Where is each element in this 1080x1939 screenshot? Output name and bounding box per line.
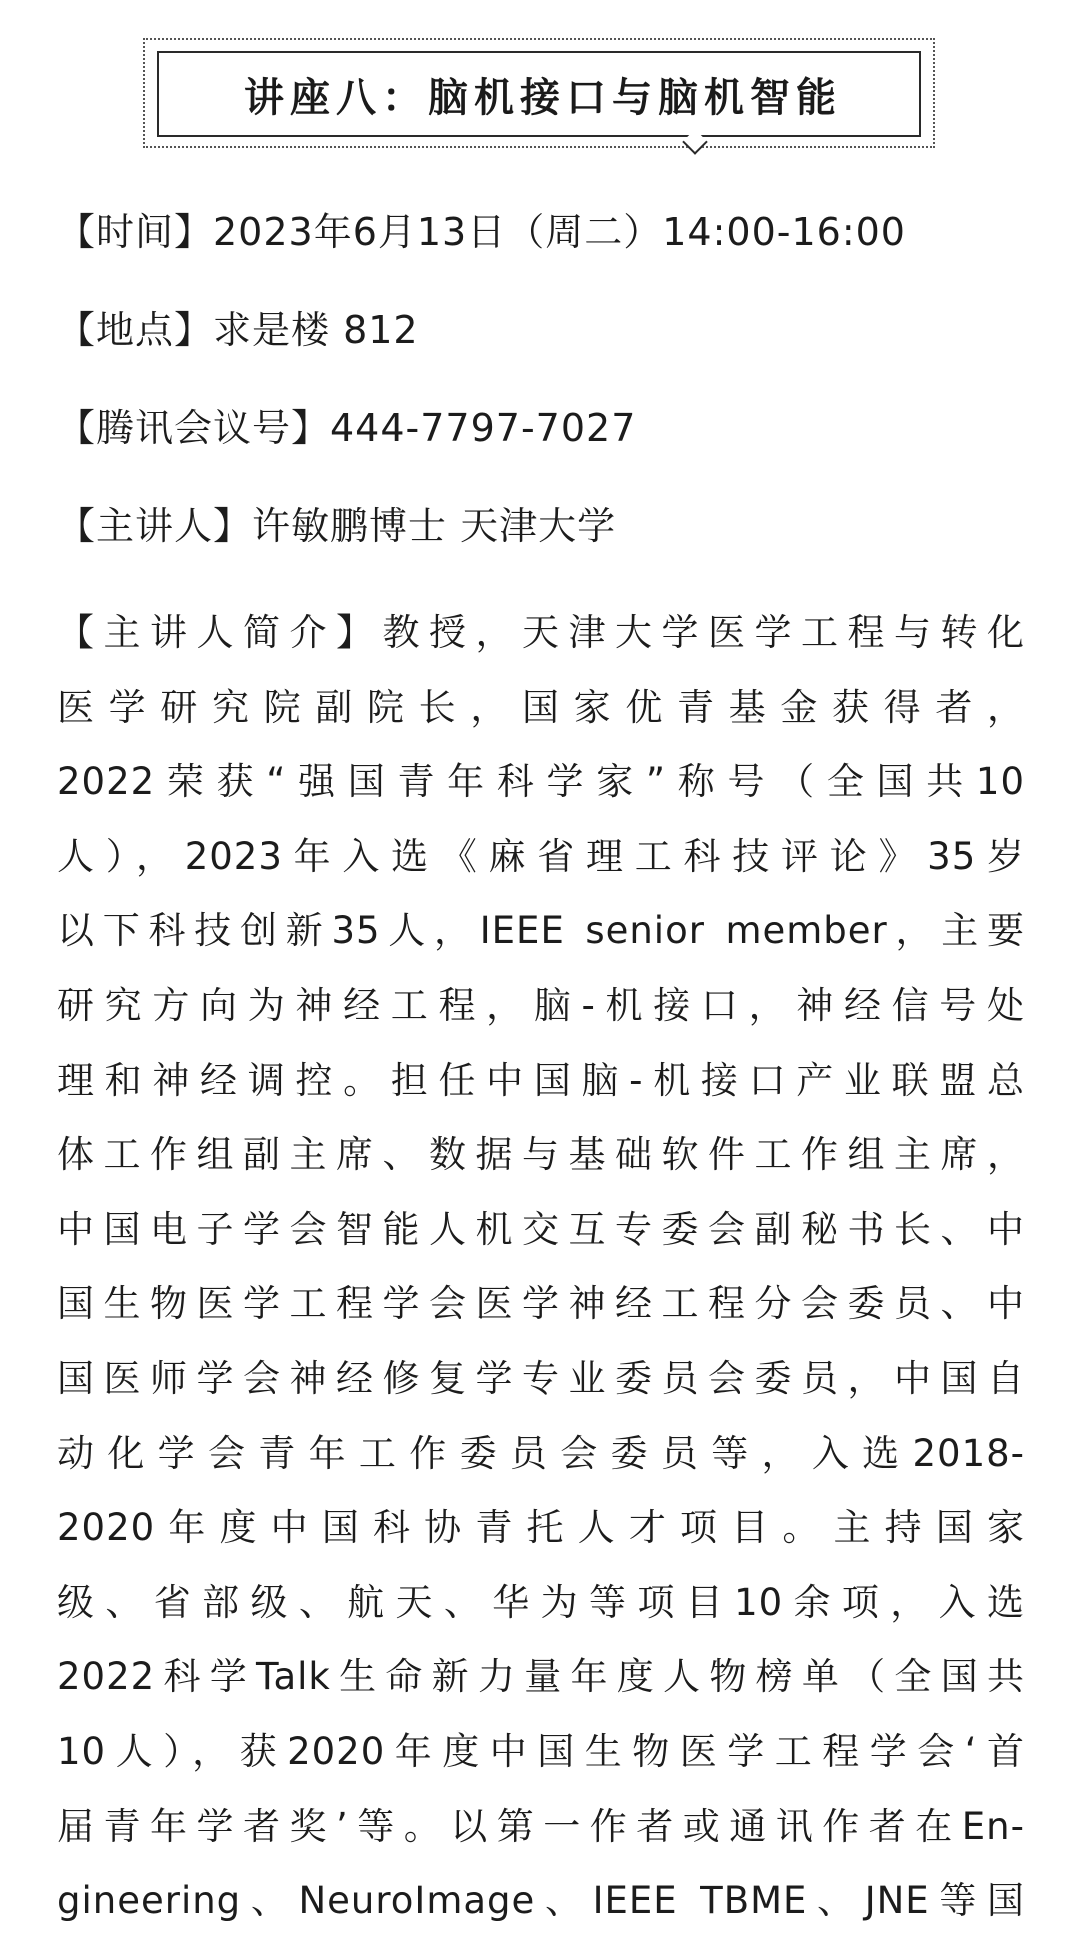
title-box (157, 51, 921, 137)
bio-line: 级、省部级、航天、华为等项目10余项，入选 (57, 1580, 1025, 1624)
bio-line: 2022荣获“强国青年科学家”称号（全国共10 (57, 760, 1025, 804)
lecture-title: 讲座八：脑机接口与脑机智能 (244, 74, 842, 121)
bio-line: 体工作组副主席、数据与基础软件工作组主席， (57, 1133, 1025, 1177)
title-frame (143, 38, 935, 148)
bio-line: 研究方向为神经工程，脑-机接口，神经信号处 (57, 983, 1025, 1027)
bio-line: 中国电子学会智能人机交互专委会副秘书长、中 (57, 1207, 1025, 1251)
bio-line: 届青年学者奖’等。以第一作者或通讯作者在En- (57, 1804, 1025, 1848)
bio-line: 国生物医学工程学会医学神经工程分会委员、中 (57, 1282, 1025, 1326)
title-notch-decoration (682, 129, 707, 154)
bio-line: 【主讲人简介】教授，天津大学医学工程与转化 (57, 611, 1025, 654)
bio-line: gineering、NeuroImage、IEEE TBME、JNE等国 (57, 1879, 1025, 1923)
info-meeting-id: 【腾讯会议号】444-7797-7027 (57, 406, 637, 450)
bio-line: 国医师学会神经修复学专业委员会委员，中国自 (57, 1356, 1025, 1400)
bio-line: 以下科技创新35人，IEEE senior member，主要 (57, 909, 1025, 953)
bio-line: 人），2023年入选《麻省理工科技评论》35岁 (57, 834, 1025, 878)
info-time: 【时间】2023年6月13日（周二）14:00-16:00 (57, 210, 906, 254)
bio-line: 2022科学Talk生命新力量年度人物榜单（全国共 (57, 1655, 1025, 1699)
bio-line: 医学研究院副院长，国家优青基金获得者， (57, 685, 1025, 729)
bio-line: 动化学会青年工作委员会委员等，入选2018- (57, 1431, 1025, 1475)
info-speaker: 【主讲人】许敏鹏博士 天津大学 (57, 504, 617, 548)
info-place: 【地点】求是楼 812 (57, 308, 419, 352)
bio-line: 10人），获2020年度中国生物医学工程学会‘首 (57, 1729, 1025, 1773)
speaker-bio (57, 596, 1025, 1939)
bio-line: 理和神经调控。担任中国脑-机接口产业联盟总 (57, 1058, 1025, 1102)
bio-line: 2020年度中国科协青托人才项目。主持国家 (57, 1506, 1025, 1550)
